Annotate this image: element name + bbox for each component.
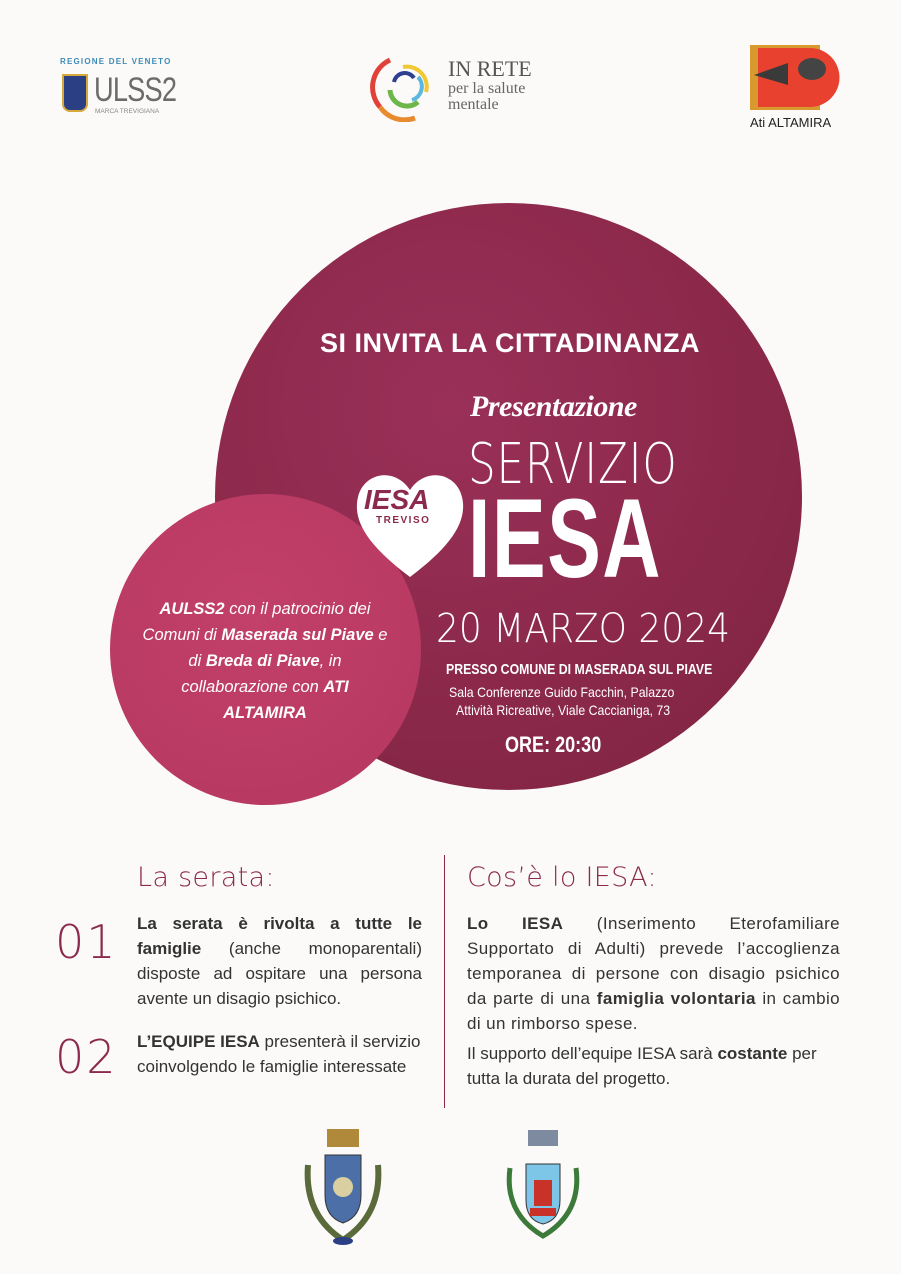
item-bold: La serata è rivolta a tutte le famiglie	[137, 914, 422, 958]
address-line-1: Sala Conferenze Guido Facchin, Palazzo	[449, 684, 675, 700]
body-text: (Inserimento Eterofamiliare Supportato di Adulti) prevede l’accoglienza temporanea di persone con disagio psichico da parte di una	[467, 914, 840, 1008]
iesa-description	[467, 911, 840, 1036]
maserada: Maserada sul Piave	[221, 626, 374, 644]
bold-text: famiglia volontaria	[596, 989, 756, 1008]
body-text: Il supporto dell’equipe IESA sarà	[467, 1044, 718, 1063]
maserada-crest-icon	[300, 1125, 386, 1247]
iesa-treviso-logo	[350, 462, 470, 582]
patronage-text-part: con il patrocinio dei Comuni di	[142, 600, 371, 644]
altamira-label: Ati ALTAMIRA	[750, 115, 832, 130]
patronage-text	[140, 596, 390, 726]
in-rete-line2: per la salute	[448, 80, 526, 97]
ati-altamira: ATI ALTAMIRA	[223, 678, 349, 722]
item-body: presenterà il servizio coinvolgendo le famiglie interessate	[137, 1032, 421, 1076]
item-bold: L’EQUIPE IESA	[137, 1032, 260, 1051]
breda-crest-icon	[500, 1128, 586, 1243]
ulss-name: ULSS2	[94, 71, 177, 109]
presentation-label: Presentazione	[470, 390, 637, 423]
service-name: IESA	[468, 476, 662, 601]
event-time: ORE: 20:30	[505, 732, 602, 757]
region-label: REGIONE DEL VENETO	[60, 57, 172, 66]
patronage-text-part: , in collaborazione con	[181, 652, 342, 696]
item-number: 02	[55, 1030, 118, 1084]
item-text	[137, 911, 422, 1011]
service-label: SERVIZIO	[468, 432, 678, 497]
spiral-icon	[370, 52, 440, 122]
patronage-text-part: e di	[188, 626, 388, 670]
in-rete-logo	[370, 52, 560, 122]
item-text	[137, 1029, 422, 1079]
altamira-logo	[748, 45, 843, 133]
iesa-logo-sub: TREVISO	[376, 515, 431, 526]
support-description	[467, 1041, 847, 1091]
veneto-crest-icon	[62, 74, 88, 112]
altamira-bird-icon	[750, 45, 840, 110]
iesa-logo-name: IESA	[364, 484, 430, 515]
body-text: per tutta la durata del progetto.	[467, 1044, 817, 1088]
bold-text: costante	[717, 1044, 788, 1063]
body-text: in cambio di un rimborso spese.	[467, 989, 841, 1033]
left-section-title: La serata:	[137, 862, 275, 893]
event-date: 20 MARZO 2024	[436, 606, 731, 652]
in-rete-line3: mentale	[448, 96, 499, 113]
right-section-title: Cos’è lo IESA:	[467, 862, 657, 893]
ulss-sub: MARCA TREVIGIANA	[95, 108, 160, 115]
bold-text: Lo IESA	[467, 914, 564, 933]
invite-heading: SI INVITA LA CITTADINANZA	[320, 328, 700, 358]
breda: Breda di Piave	[205, 652, 320, 670]
aulss2: AULSS2	[159, 600, 225, 618]
address-line-2: Attività Ricreative, Viale Caccianiga, 73	[456, 702, 671, 718]
item-number: 01	[55, 915, 118, 969]
in-rete-title: IN RETE	[448, 56, 532, 81]
ulss2-logo	[60, 57, 190, 119]
column-divider	[444, 855, 445, 1108]
venue: PRESSO COMUNE DI MASERADA SUL PIAVE	[446, 661, 713, 678]
item-body: (anche monoparentali) disposte ad ospitare una persona avente un disagio psichico.	[137, 939, 422, 1008]
